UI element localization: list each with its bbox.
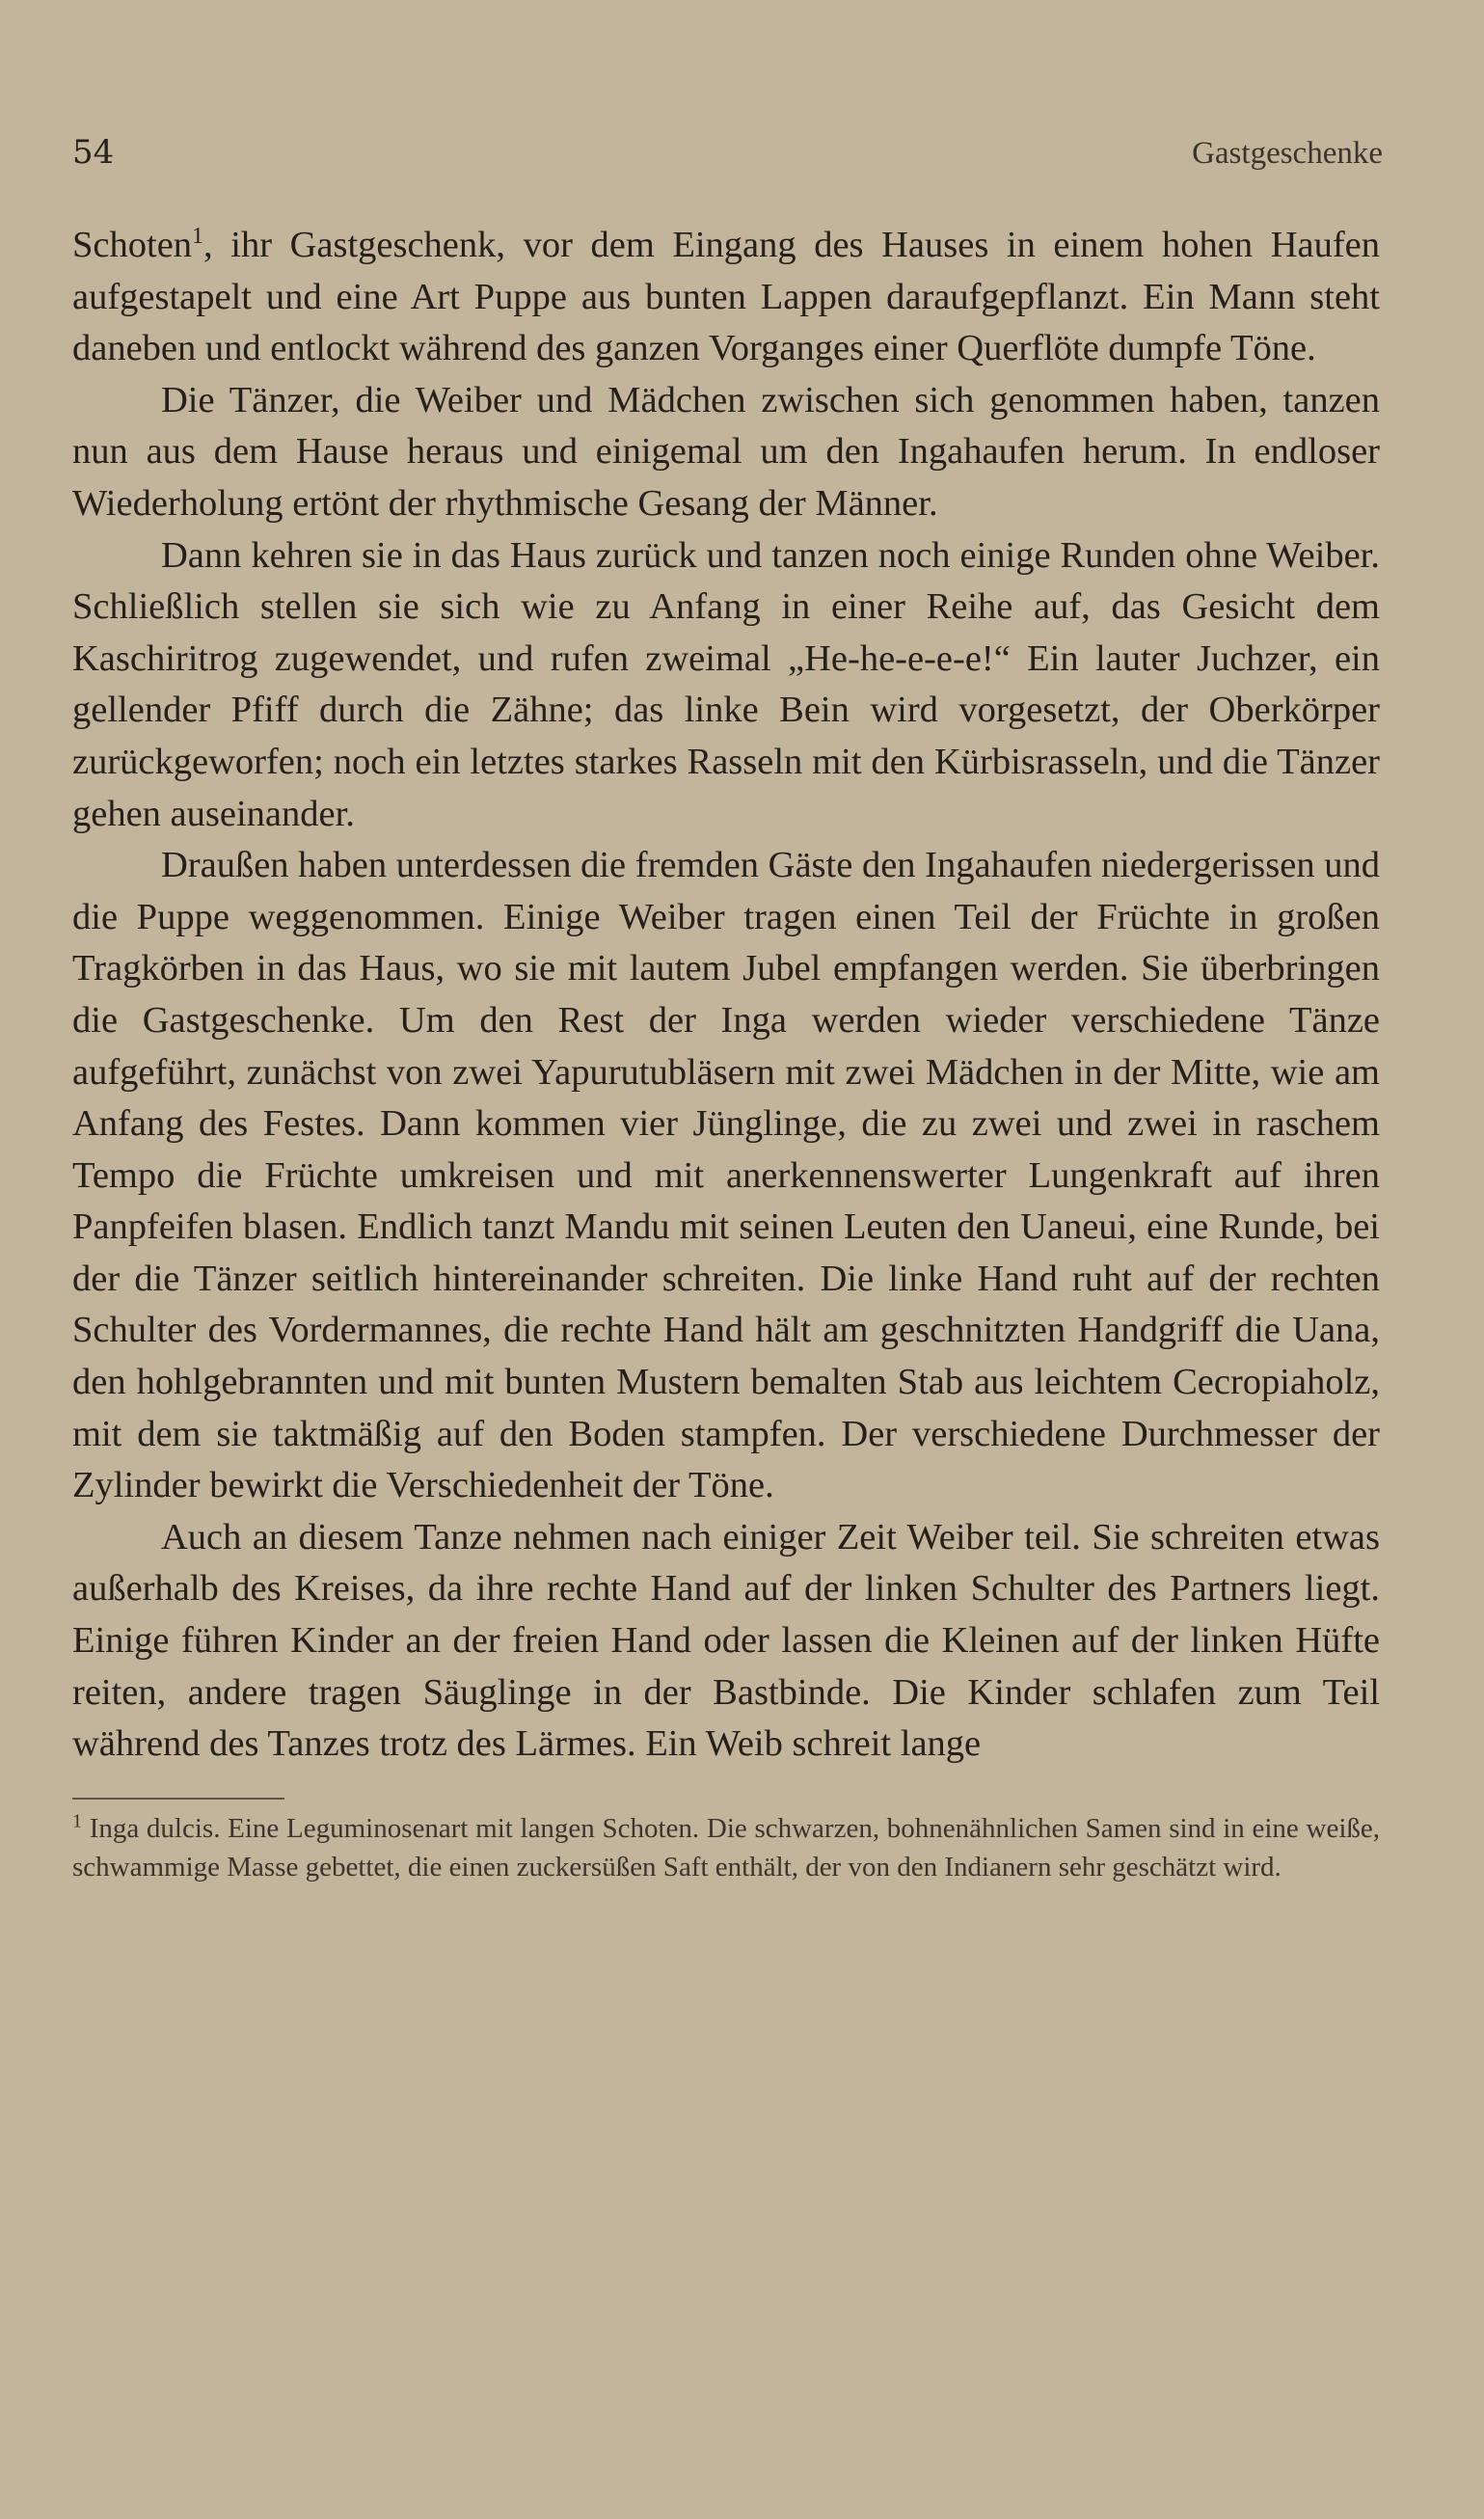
footnote-number: 1 <box>72 1810 82 1832</box>
footnote-rule <box>72 1798 284 1800</box>
paragraph-4: Draußen haben unterdessen die fremden Gäste den Ingahaufen niedergerissen und die Puppe weggenommen. Einige Weiber tragen einen Teil der Früchte in großen Tragkörben in das Haus, wo sie mit lautem Jubel empfangen werden. Sie überbringen die Gastgeschenke. Um den Rest der Inga werden wieder verschiedene Tänze aufgeführt, zunächst von zwei Yapurutubläsern mit zwei Mädchen in der Mitte, wie am Anfang des Festes. Dann kommen vier Jünglinge, die zu zwei und zwei in raschem Tempo die Früchte umkreisen und mit anerkennenswerter Lungenkraft auf ihren Panpfeifen blasen. Endlich tanzt Mandu mit seinen Leuten den Uaneui, eine Runde, bei der die Tänzer seitlich hintereinander schreiten. Die linke Hand ruht auf der rechten Schulter des Vordermannes, die rechte Hand hält am geschnitzten Handgriff die Uana, den hohlgebrannten und mit bunten Mustern bemalten Stab aus leichtem Cecropiaholz, mit dem sie taktmäßig auf den Boden stampfen. Der verschiedene Durchmesser der Zylinder bewirkt die Verschiedenheit der Töne. <box>72 845 1380 1506</box>
page-header <box>72 133 1383 179</box>
paragraph-2: Die Tänzer, die Weiber und Mädchen zwischen sich genommen haben, tanzen nun aus dem Hause heraus und einigemal um den Ingahaufen herum. In endloser Wiederholung ertönt der rhythmische Gesang der Männer. <box>72 379 1380 524</box>
paragraph-1 <box>72 220 1380 375</box>
paragraph-1-start: Schoten <box>72 225 193 265</box>
paragraph-5: Auch an diesem Tanze nehmen nach einiger Zeit Weiber teil. Sie schreiten etwas außerhalb des Kreises, da ihre rechte Hand auf der linken Schulter des Partners liegt. Einige führen Kinder an der freien Hand oder lassen die Kleinen auf der linken Hüfte reiten, andere tragen Säuglinge in der Bastbinde. Die Kinder schlafen zum Teil während des Tanzes trotz des Lärmes. Ein Weib schreit lange <box>72 1516 1380 1765</box>
paragraph-1-rest: , ihr Gastgeschenk, vor dem Eingang des Hauses in einem hohen Haufen aufgestapelt und eine Art Puppe aus bunten Lappen daraufgepflanzt. Ein Mann steht daneben und entlockt während des ganzen Vorganges einer Querflöte dumpfe Töne. <box>72 225 1380 369</box>
body-text <box>72 220 1380 1771</box>
footnote-reference: 1 <box>192 224 204 250</box>
footnote-text: Inga dulcis. Eine Leguminosenart mit langen Schoten. Die schwarzen, bohnenähnlichen Samen sind in eine weiße, schwammige Masse gebettet, die einen zuckersüßen Saft enthält, der von den Indianern sehr geschätzt wird. <box>72 1813 1380 1882</box>
page-number: 54 <box>72 133 115 172</box>
footnote <box>72 1809 1380 1886</box>
paragraph-3: Dann kehren sie in das Haus zurück und tanzen noch einige Runden ohne Weiber. Schließlich stellen sie sich wie zu Anfang in einer Reihe auf, das Gesicht dem Kaschiritrog zugewendet, und rufen zweimal „He-he-e-e-e!“ Ein lauter Juchzer, ein gellender Pfiff durch die Zähne; das linke Bein wird vorgesetzt, der Oberkörper zurückgeworfen; noch ein letztes starkes Rasseln mit den Kürbisrasseln, und die Tänzer gehen auseinander. <box>72 534 1380 834</box>
running-title: Gastgeschenke <box>1192 136 1383 171</box>
